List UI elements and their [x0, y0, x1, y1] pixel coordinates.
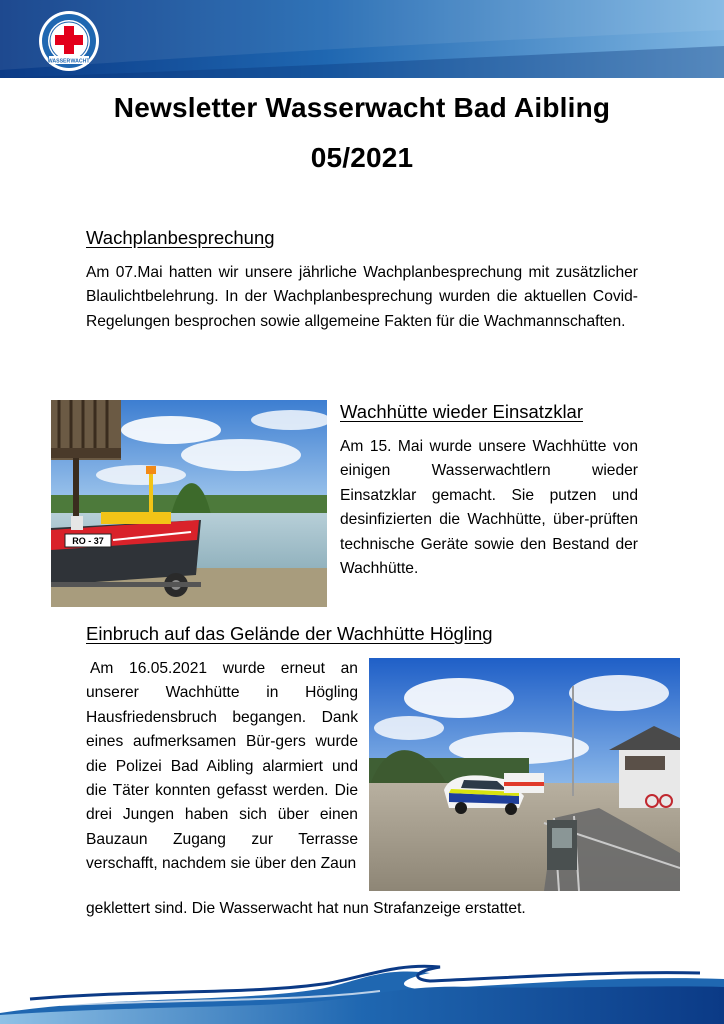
- police-car-photo: [369, 658, 680, 891]
- boat-registration-label: RO - 37: [72, 536, 104, 546]
- footer-wave: [0, 955, 724, 1024]
- wasserwacht-logo-icon: [38, 10, 100, 72]
- section-text-wachplan: Am 07.Mai hatten wir unsere jährliche Wachplanbesprechung mit zusätzlicher Blaulichtbelehrung. In der Wachplanbesprechung wurden die aktuellen Covid-Regelungen besprochen sowie allgemeine Fakten für die Wachmannschaften.: [86, 264, 638, 330]
- section-text-wachhuette: Am 15. Mai wurde unsere Wachhütte von einigen Wasserwachtlern wieder Einsatzklar gemacht. Sie putzen und desinfizierten die Wachhütte, über-prüften technische Geräte sowie den Bestand der Wachhütte.: [340, 438, 638, 578]
- section-heading-einbruch: Einbruch auf das Gelände der Wachhütte Högling: [86, 623, 493, 644]
- logo-text-left: WASSER: [47, 58, 71, 65]
- section-text-einbruch-end: geklettert sind. Die Wasserwacht hat nun Strafanzeige erstattet.: [86, 900, 526, 917]
- header-band: [0, 0, 724, 78]
- page-title: Newsletter Wasserwacht Bad Aibling: [113, 92, 611, 123]
- rescue-boat-photo: [51, 400, 327, 607]
- section-text-einbruch-wrapped: Am 16.05.2021 wurde erneut an unserer Wachhütte in Högling Hausfriedensbruch begangen. Dank eines aufmerksamen Bür-gers wurde die Polizei Bad Aibling alarmiert und die Täter konnten gefasst werden. Die drei Jungen haben sich über einen Bauzaun Zugang zur Terrasse verschafft, nachdem sie über den Zaun: [86, 660, 358, 873]
- issue-number: 05/2021: [310, 142, 414, 173]
- logo-text-right: WACHT: [70, 58, 90, 65]
- section-heading-wachhuette: Wachhütte wieder Einsatzklar: [340, 401, 584, 422]
- section-heading-wachplan: Wachplanbesprechung: [86, 227, 275, 248]
